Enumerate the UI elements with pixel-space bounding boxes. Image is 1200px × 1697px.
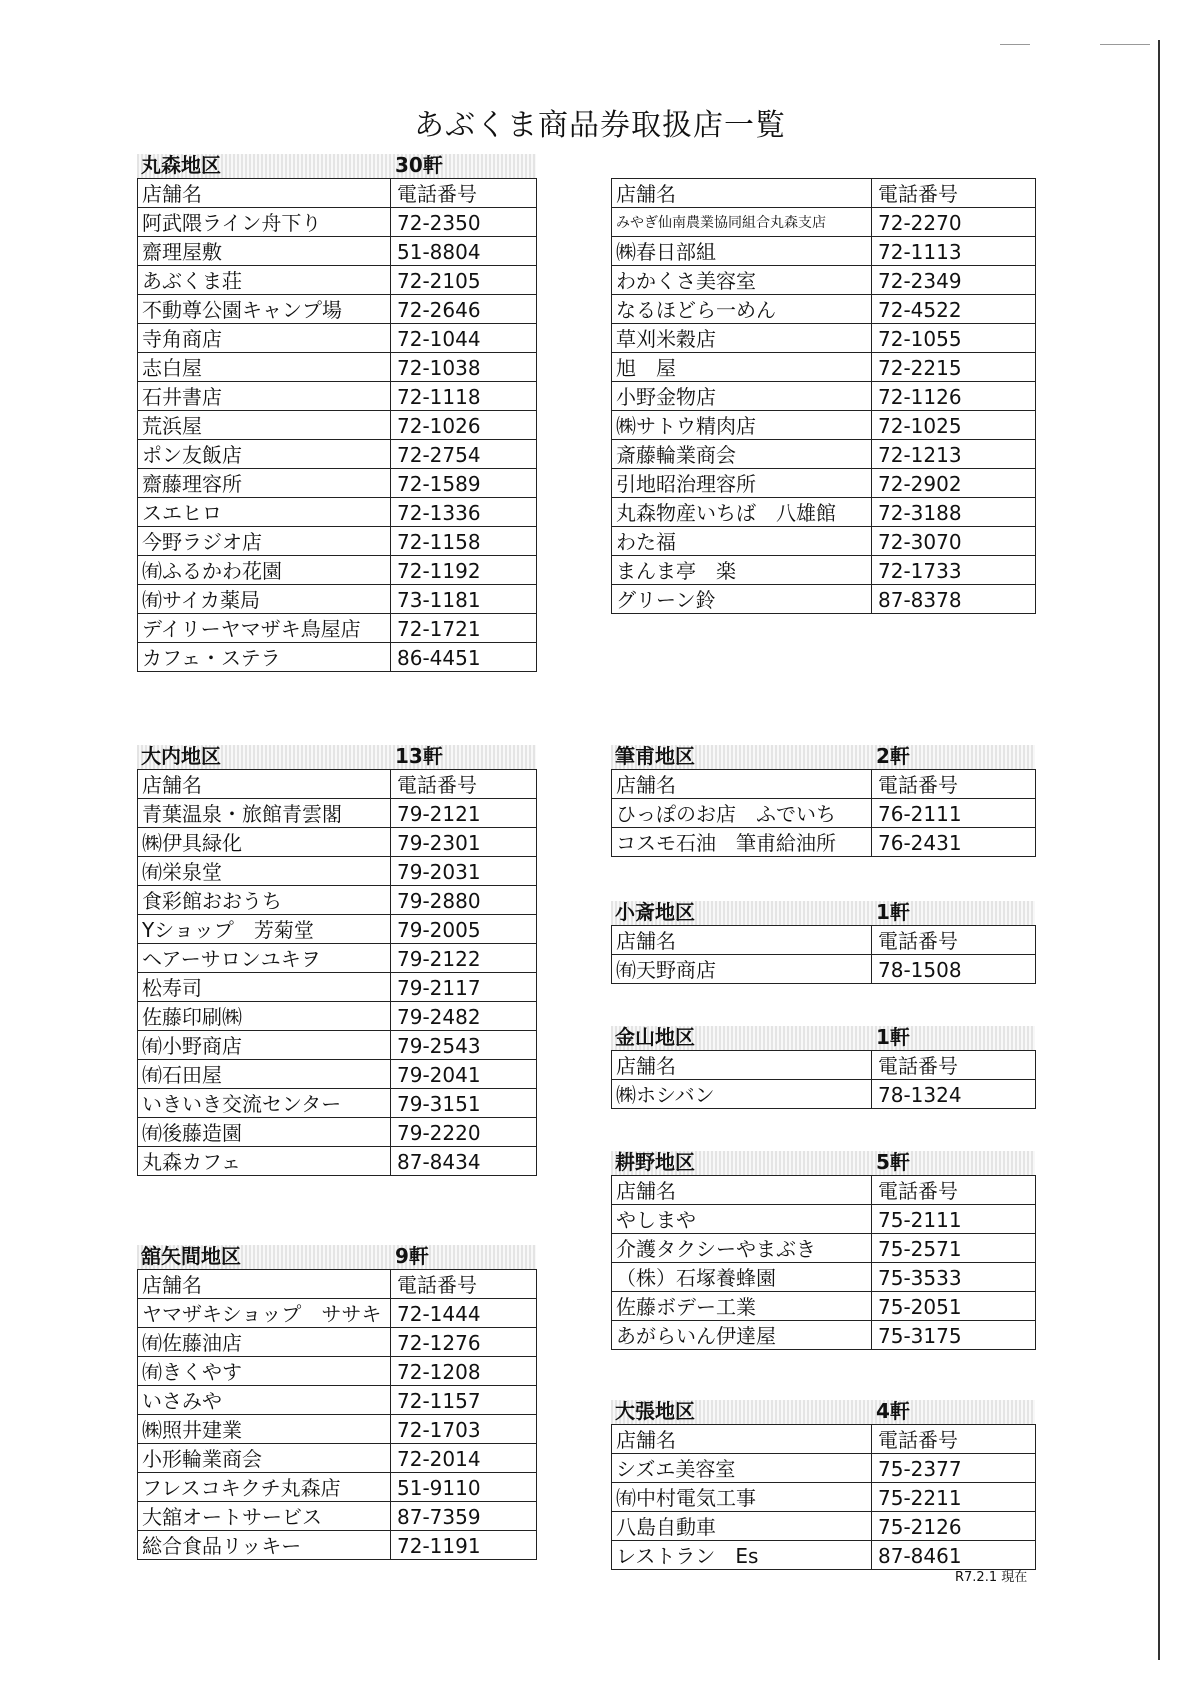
table-row <box>138 643 537 672</box>
phone-number: 72-1276 <box>391 1328 537 1357</box>
table-header-row <box>612 1425 1036 1454</box>
table-row <box>138 295 537 324</box>
shop-name: ㈱照井建業 <box>138 1415 391 1444</box>
table-row <box>612 469 1036 498</box>
table-row <box>138 886 537 915</box>
shop-table <box>137 1269 537 1560</box>
shop-name: ㈱ホシバン <box>612 1080 872 1109</box>
table-row <box>138 1147 537 1176</box>
phone-number: 72-1158 <box>391 527 537 556</box>
shop-name: 斎藤輪業商会 <box>612 440 872 469</box>
table-row <box>138 1386 537 1415</box>
shop-name: あがらいん伊達屋 <box>612 1321 872 1350</box>
phone-number: 79-2301 <box>391 828 537 857</box>
table-row <box>138 498 537 527</box>
header-phone: 電話番号 <box>872 1051 1036 1080</box>
shop-name: 草刈米穀店 <box>612 324 872 353</box>
phone-number: 76-2431 <box>872 828 1036 857</box>
shop-table <box>137 769 537 1176</box>
phone-number: 72-1336 <box>391 498 537 527</box>
header-shop-name: 店舗名 <box>612 926 872 955</box>
section-header <box>611 1151 1035 1175</box>
header-phone: 電話番号 <box>872 1425 1036 1454</box>
phone-number: 72-2646 <box>391 295 537 324</box>
table-row <box>612 1205 1036 1234</box>
scan-edge-line <box>1158 40 1160 1660</box>
table-row <box>612 324 1036 353</box>
shop-name: わた福 <box>612 527 872 556</box>
header-phone: 電話番号 <box>872 770 1036 799</box>
table-row <box>138 973 537 1002</box>
shop-table <box>611 1175 1036 1350</box>
phone-number: 72-1026 <box>391 411 537 440</box>
district-name: 筆甫地区 <box>615 744 695 768</box>
shop-name: ㈲佐藤油店 <box>138 1328 391 1357</box>
phone-number: 87-8434 <box>391 1147 537 1176</box>
shop-table <box>611 1424 1036 1570</box>
table-row <box>138 382 537 411</box>
shop-table <box>611 1050 1036 1109</box>
shop-name: カフェ・ステラ <box>138 643 391 672</box>
shop-name: ㈲天野商店 <box>612 955 872 984</box>
shop-name: あぶくま荘 <box>138 266 391 295</box>
phone-number: 78-1324 <box>872 1080 1036 1109</box>
shop-name: ㈲サイカ薬局 <box>138 585 391 614</box>
phone-number: 75-2377 <box>872 1454 1036 1483</box>
shop-name: フレスコキクチ丸森店 <box>138 1473 391 1502</box>
header-shop-name: 店舗名 <box>138 770 391 799</box>
section-kosai <box>611 901 1036 984</box>
phone-number: 76-2111 <box>872 799 1036 828</box>
table-row <box>138 1531 537 1560</box>
table-row <box>612 1080 1036 1109</box>
phone-number: 78-1508 <box>872 955 1036 984</box>
phone-number: 51-9110 <box>391 1473 537 1502</box>
shop-name: 青葉温泉・旅館青雲閣 <box>138 799 391 828</box>
shop-name: ㈱伊具緑化 <box>138 828 391 857</box>
table-row <box>138 527 537 556</box>
scan-speck <box>1000 44 1030 45</box>
table-header-row <box>612 179 1036 208</box>
phone-number: 72-1044 <box>391 324 537 353</box>
shop-name: 引地昭治理容所 <box>612 469 872 498</box>
table-row <box>612 266 1036 295</box>
shop-name: 佐藤ボデー工業 <box>612 1292 872 1321</box>
page-title: あぶくま商品券取扱店一覧 <box>414 108 786 143</box>
district-name: 舘矢間地区 <box>141 1244 241 1268</box>
table-row <box>138 828 537 857</box>
section-header <box>611 745 1035 769</box>
phone-number: 87-7359 <box>391 1502 537 1531</box>
table-row <box>138 208 537 237</box>
section-header <box>611 901 1035 925</box>
phone-number: 79-2220 <box>391 1118 537 1147</box>
phone-number: 72-2270 <box>872 208 1036 237</box>
shop-name: 小形輪業商会 <box>138 1444 391 1473</box>
phone-number: 72-2014 <box>391 1444 537 1473</box>
phone-number: 72-1126 <box>872 382 1036 411</box>
shop-table <box>611 178 1036 614</box>
shop-count: 13軒 <box>395 744 443 768</box>
table-row <box>138 1089 537 1118</box>
scan-speck <box>1100 44 1150 45</box>
shop-name: スエヒロ <box>138 498 391 527</box>
table-row <box>138 324 537 353</box>
table-row <box>612 440 1036 469</box>
shop-name: ポン友飯店 <box>138 440 391 469</box>
phone-number: 72-2349 <box>872 266 1036 295</box>
table-row <box>138 411 537 440</box>
table-row <box>138 1415 537 1444</box>
shop-name: いさみや <box>138 1386 391 1415</box>
shop-count: 30軒 <box>395 153 443 177</box>
shop-name: シズエ美容室 <box>612 1454 872 1483</box>
shop-name: グリーン鈴 <box>612 585 872 614</box>
shop-name: デイリーヤマザキ鳥屋店 <box>138 614 391 643</box>
phone-number: 75-2126 <box>872 1512 1036 1541</box>
header-phone: 電話番号 <box>391 1270 537 1299</box>
shop-name: Yショップ 芳菊堂 <box>138 915 391 944</box>
phone-number: 79-2122 <box>391 944 537 973</box>
section-header <box>611 1026 1035 1050</box>
table-row <box>612 556 1036 585</box>
table-row <box>138 266 537 295</box>
shop-name: ㈲ふるかわ花園 <box>138 556 391 585</box>
header-phone: 電話番号 <box>872 179 1036 208</box>
phone-number: 79-2005 <box>391 915 537 944</box>
shop-table <box>611 769 1036 857</box>
section-marumori-continued <box>611 154 1036 614</box>
table-row <box>138 1002 537 1031</box>
table-row <box>612 1263 1036 1292</box>
table-row <box>138 469 537 498</box>
header-shop-name: 店舗名 <box>612 1051 872 1080</box>
shop-name: コスモ石油 筆甫給油所 <box>612 828 872 857</box>
shop-name: 松寿司 <box>138 973 391 1002</box>
shop-table <box>137 178 537 672</box>
table-row <box>138 857 537 886</box>
table-row <box>612 955 1036 984</box>
phone-number: 75-2051 <box>872 1292 1036 1321</box>
table-row <box>612 828 1036 857</box>
phone-number: 72-1733 <box>872 556 1036 585</box>
header-shop-name: 店舗名 <box>612 770 872 799</box>
phone-number: 87-8378 <box>872 585 1036 614</box>
phone-number: 72-2215 <box>872 353 1036 382</box>
header-phone: 電話番号 <box>391 179 537 208</box>
phone-number: 79-2041 <box>391 1060 537 1089</box>
table-header-row <box>612 770 1036 799</box>
table-row <box>612 585 1036 614</box>
table-row <box>612 295 1036 324</box>
table-row <box>138 1357 537 1386</box>
phone-number: 79-2543 <box>391 1031 537 1060</box>
phone-number: 72-2105 <box>391 266 537 295</box>
phone-number: 51-8804 <box>391 237 537 266</box>
table-row <box>612 411 1036 440</box>
phone-number: 79-2031 <box>391 857 537 886</box>
shop-name: 齋藤理容所 <box>138 469 391 498</box>
phone-number: 75-2111 <box>872 1205 1036 1234</box>
header-shop-name: 店舗名 <box>612 1425 872 1454</box>
phone-number: 79-2117 <box>391 973 537 1002</box>
table-row <box>612 353 1036 382</box>
shop-name: 志白屋 <box>138 353 391 382</box>
table-row <box>138 1502 537 1531</box>
table-row <box>612 527 1036 556</box>
shop-name: 今野ラジオ店 <box>138 527 391 556</box>
table-row <box>138 1473 537 1502</box>
shop-name: ㈱サトウ精肉店 <box>612 411 872 440</box>
phone-number: 72-1113 <box>872 237 1036 266</box>
shop-name: 阿武隈ライン舟下り <box>138 208 391 237</box>
shop-name: いきいき交流センター <box>138 1089 391 1118</box>
shop-name: ㈱春日部組 <box>612 237 872 266</box>
phone-number: 72-1589 <box>391 469 537 498</box>
section-oohari <box>611 1400 1036 1570</box>
shop-name: ひっぽのお店 ふでいち <box>612 799 872 828</box>
section-kanayama <box>611 1026 1036 1109</box>
table-row <box>138 353 537 382</box>
table-row <box>612 208 1036 237</box>
shop-count: 1軒 <box>876 1025 910 1049</box>
shop-name: ㈲小野商店 <box>138 1031 391 1060</box>
phone-number: 72-1721 <box>391 614 537 643</box>
table-row <box>138 1118 537 1147</box>
shop-name: ㈲きくやす <box>138 1357 391 1386</box>
phone-number: 72-2902 <box>872 469 1036 498</box>
phone-number: 86-4451 <box>391 643 537 672</box>
phone-number: 72-1703 <box>391 1415 537 1444</box>
table-row <box>612 1483 1036 1512</box>
table-row <box>138 237 537 266</box>
shop-name: 旭 屋 <box>612 353 872 382</box>
table-header-row <box>612 1176 1036 1205</box>
shop-count: 5軒 <box>876 1150 910 1174</box>
section-kouya <box>611 1151 1036 1350</box>
phone-number: 72-2754 <box>391 440 537 469</box>
table-row <box>612 799 1036 828</box>
shop-name: ㈲栄泉堂 <box>138 857 391 886</box>
shop-name: やしまや <box>612 1205 872 1234</box>
district-name: 金山地区 <box>615 1025 695 1049</box>
table-row <box>138 585 537 614</box>
shop-name: 不動尊公園キャンプ場 <box>138 295 391 324</box>
district-name: 耕野地区 <box>615 1150 695 1174</box>
table-row <box>612 382 1036 411</box>
shop-name: ㈲石田屋 <box>138 1060 391 1089</box>
shop-name: 荒浜屋 <box>138 411 391 440</box>
header-phone: 電話番号 <box>872 1176 1036 1205</box>
shop-table <box>611 925 1036 984</box>
shop-name: 寺角商店 <box>138 324 391 353</box>
table-header-row <box>612 1051 1036 1080</box>
table-row <box>612 1292 1036 1321</box>
shop-count: 1軒 <box>876 900 910 924</box>
table-row <box>612 1234 1036 1263</box>
table-row <box>138 1031 537 1060</box>
phone-number: 72-1157 <box>391 1386 537 1415</box>
phone-number: 79-2121 <box>391 799 537 828</box>
section-tateyama <box>137 1245 537 1560</box>
section-marumori <box>137 154 537 672</box>
table-row <box>138 944 537 973</box>
district-name: 大内地区 <box>141 744 221 768</box>
section-header <box>611 1400 1035 1424</box>
header-shop-name: 店舗名 <box>612 1176 872 1205</box>
date-note: R7.2.1 現在 <box>955 1570 1028 1585</box>
table-header-row <box>138 1270 537 1299</box>
section-header <box>137 1245 536 1269</box>
phone-number: 72-1191 <box>391 1531 537 1560</box>
phone-number: 72-1025 <box>872 411 1036 440</box>
table-row <box>138 1060 537 1089</box>
section-ouchi <box>137 745 537 1176</box>
phone-number: 72-4522 <box>872 295 1036 324</box>
shop-name: みやぎ仙南農業協同組合丸森支店 <box>612 208 872 237</box>
table-row <box>138 556 537 585</box>
shop-name: 石井書店 <box>138 382 391 411</box>
phone-number: 72-1118 <box>391 382 537 411</box>
table-row <box>138 440 537 469</box>
shop-name: 大舘オートサービス <box>138 1502 391 1531</box>
phone-number: 79-3151 <box>391 1089 537 1118</box>
shop-name: なるほどら一めん <box>612 295 872 324</box>
shop-count: 2軒 <box>876 744 910 768</box>
shop-name: 小野金物店 <box>612 382 872 411</box>
phone-number: 73-1181 <box>391 585 537 614</box>
shop-name: わかくさ美容室 <box>612 266 872 295</box>
section-header <box>137 154 536 178</box>
header-shop-name: 店舗名 <box>138 1270 391 1299</box>
phone-number: 72-1192 <box>391 556 537 585</box>
phone-number: 72-1038 <box>391 353 537 382</box>
table-row <box>138 915 537 944</box>
section-header <box>137 745 536 769</box>
shop-name: 八島自動車 <box>612 1512 872 1541</box>
phone-number: 87-8461 <box>872 1541 1036 1570</box>
shop-name: ヘアーサロンユキヲ <box>138 944 391 973</box>
table-row <box>612 1512 1036 1541</box>
table-row <box>138 799 537 828</box>
phone-number: 72-1055 <box>872 324 1036 353</box>
phone-number: 72-3188 <box>872 498 1036 527</box>
phone-number: 72-2350 <box>391 208 537 237</box>
table-row <box>612 1321 1036 1350</box>
section-hippo <box>611 745 1036 857</box>
shop-name: 佐藤印刷㈱ <box>138 1002 391 1031</box>
phone-number: 72-3070 <box>872 527 1036 556</box>
shop-name: まんま亭 楽 <box>612 556 872 585</box>
table-row <box>612 498 1036 527</box>
header-phone: 電話番号 <box>391 770 537 799</box>
table-row <box>612 237 1036 266</box>
table-header-row <box>612 926 1036 955</box>
district-name: 丸森地区 <box>141 153 221 177</box>
shop-name: 齋理屋敷 <box>138 237 391 266</box>
table-row <box>138 1299 537 1328</box>
phone-number: 72-1444 <box>391 1299 537 1328</box>
shop-name: 丸森カフェ <box>138 1147 391 1176</box>
table-row <box>138 614 537 643</box>
shop-name: レストラン Es <box>612 1541 872 1570</box>
phone-number: 79-2880 <box>391 886 537 915</box>
phone-number: 75-3533 <box>872 1263 1036 1292</box>
table-header-row <box>138 770 537 799</box>
phone-number: 72-1208 <box>391 1357 537 1386</box>
shop-name: 総合食品リッキー <box>138 1531 391 1560</box>
phone-number: 75-2571 <box>872 1234 1036 1263</box>
header-phone: 電話番号 <box>872 926 1036 955</box>
phone-number: 75-2211 <box>872 1483 1036 1512</box>
header-shop-name: 店舗名 <box>612 179 872 208</box>
shop-name: 介護タクシーやまぶき <box>612 1234 872 1263</box>
shop-name: ヤマザキショップ ササキ <box>138 1299 391 1328</box>
phone-number: 79-2482 <box>391 1002 537 1031</box>
table-row <box>138 1444 537 1473</box>
table-row <box>138 1328 537 1357</box>
header-shop-name: 店舗名 <box>138 179 391 208</box>
phone-number: 72-1213 <box>872 440 1036 469</box>
district-name: 大張地区 <box>615 1399 695 1423</box>
shop-name: 丸森物産いちば 八雄館 <box>612 498 872 527</box>
shop-name: ㈲後藤造園 <box>138 1118 391 1147</box>
shop-count: 4軒 <box>876 1399 910 1423</box>
shop-name: ㈲中村電気工事 <box>612 1483 872 1512</box>
table-header-row <box>138 179 537 208</box>
district-name: 小斎地区 <box>615 900 695 924</box>
table-row <box>612 1454 1036 1483</box>
shop-name: （株）石塚養蜂園 <box>612 1263 872 1292</box>
shop-count: 9軒 <box>395 1244 429 1268</box>
phone-number: 75-3175 <box>872 1321 1036 1350</box>
shop-name: 食彩館おおうち <box>138 886 391 915</box>
